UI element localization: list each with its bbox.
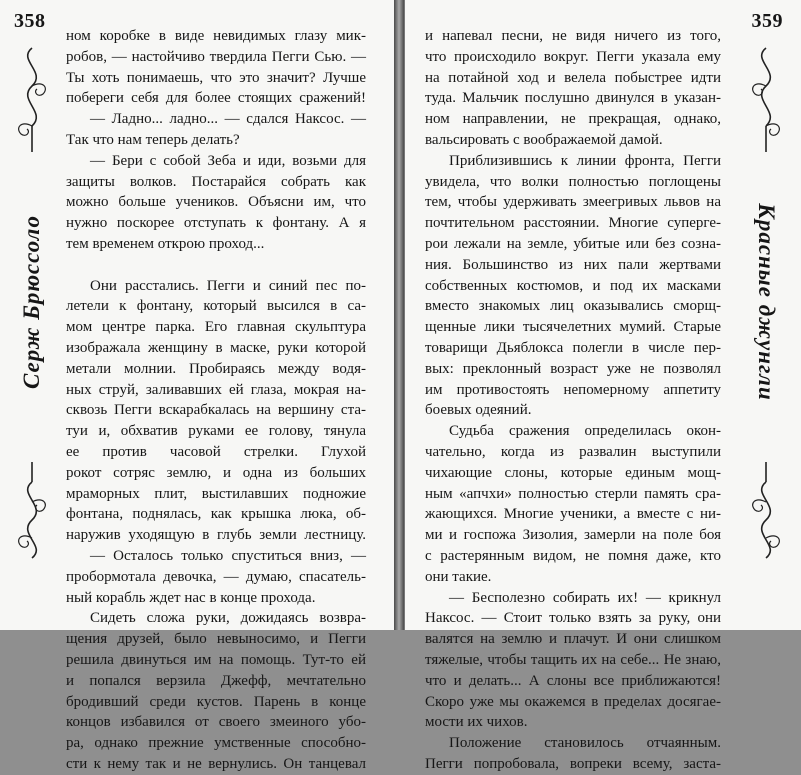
left-page xyxy=(0,0,395,772)
text-line: Они расстались. Пегги и синий пес по- xyxy=(90,277,366,294)
text-line: вместо знакомых лиц оказывались сморщ- xyxy=(425,298,721,315)
text-line: они такие. xyxy=(425,568,492,585)
text-line: ном направлении, не прекращая, однако, xyxy=(425,111,721,128)
text-line xyxy=(66,255,366,276)
body-text xyxy=(66,26,366,775)
text-line: вальсировать с воображаемой дамой. xyxy=(425,131,663,148)
text-line: увидела, что волки полностью поглощены xyxy=(425,173,721,190)
text-line: защиты волков. Постарайся собрать как xyxy=(66,173,366,190)
text-line: тяжелые, чтобы тащить их на себе... Не знаю, xyxy=(425,651,721,668)
text-line: Ты хоть понимаешь, что это значит? Лучше xyxy=(66,69,366,86)
text-line: на потайной ход и велела побыстрее идти xyxy=(425,69,721,86)
text-line: пробормотала девочка, — думаю, спасатель- xyxy=(66,568,366,585)
text-line: можно больше учеников. Объясни им, что xyxy=(66,194,366,211)
text-line: сти к нему так и не вернулись. Он танцевал xyxy=(66,755,366,772)
text-line: с растерянным видом, не помня даже, кто xyxy=(425,547,721,564)
running-head-ornament xyxy=(3,42,61,562)
text-line: туи и, обхватив руками ее голову, тянула xyxy=(66,423,366,440)
text-line: что и делать... А слоны все приближаются! xyxy=(425,672,721,689)
running-head-title: Красные джунгли xyxy=(754,203,779,401)
text-line: Судьба сражения определилась окон- xyxy=(449,423,721,440)
text-line: почтительном расстоянии. Многие суперге- xyxy=(425,215,721,232)
text-line: Приблизившись к линии фронта, Пегги xyxy=(449,152,721,169)
text-line: — Осталось только спуститься вниз, — xyxy=(90,547,366,564)
text-line: тем временем открою проход... xyxy=(66,235,265,252)
text-line: щенные лики тысячелетних мумий. Старые xyxy=(425,319,721,336)
text-line: чихающие слоны, которые единым мощ- xyxy=(425,464,721,481)
text-line: бродивший среди кустов. Парень в конце xyxy=(66,693,366,710)
text-line: — Бесполезно собирать их! — крикнул xyxy=(449,589,721,606)
text-line: ра, однако прежние умственные способно- xyxy=(66,735,366,752)
text-line: и попался верзила Джефф, мечтательно xyxy=(66,672,366,689)
text-line: ния. Большинство из них пали жертвами xyxy=(425,256,721,273)
right-page xyxy=(404,0,801,772)
text-line: летели к фонтану, который высился в са- xyxy=(66,298,366,315)
text-line: товарищи Дьяблокса полегли в числе пер- xyxy=(425,339,721,356)
text-line: ми и госпожа Зизолия, замерли на поле боя xyxy=(425,527,721,544)
text-line: фонтана, поднялась, как крышка люка, об- xyxy=(66,506,366,523)
text-line: чательно, когда из развалин выступили xyxy=(425,443,721,460)
text-line: ным «апчхи» полностью стерли память сра- xyxy=(425,485,721,502)
text-line: Сидеть сложа руки, дожидаясь возвра- xyxy=(90,610,366,627)
text-line: решила двинуться им на помощь. Тут-то ей xyxy=(66,651,366,668)
text-line: что происходило вокруг. Пегги указала ему xyxy=(425,48,721,65)
text-line: Так что нам теперь делать? xyxy=(66,131,240,148)
text-line: наружив уходящую в глубь земли лестницу. xyxy=(66,527,366,544)
text-line: и напевал песни, не видя ничего из того, xyxy=(425,28,721,44)
text-line: рои лежали на земле, убитые или без созна- xyxy=(425,235,721,252)
text-line: им противостоять непомерному аппетиту xyxy=(425,381,721,398)
text-line: тем, чтобы удерживать змеегривых львов на xyxy=(425,194,721,211)
text-line: — Бери с собой Зеба и иди, возьми для xyxy=(90,152,366,169)
text-line: сквозь Пегги вскарабкалась на вершину ста- xyxy=(66,402,366,419)
text-line: собственных костюмов, и под их масками xyxy=(425,277,721,294)
text-line: Положение становилось отчаянным. xyxy=(449,735,721,752)
text-line: ее против часовой стрелки. Глухой xyxy=(66,443,366,460)
text-line: побереги себя для более стоящих сражений! xyxy=(66,90,366,107)
text-line: мом центре парка. Его главная скульптура xyxy=(66,319,366,336)
text-line: ных струй, заливавших ей глаза, мокрая на- xyxy=(66,381,366,398)
text-line: Наксос. — Стоит только взять за руку, они xyxy=(425,610,721,627)
text-line: Пегги попробовала, вопреки всему, заста- xyxy=(425,755,721,772)
text-line: мраморных плит, выстилавших подножие xyxy=(66,485,366,502)
text-line: валятся на землю и плачут. И они слишком xyxy=(425,631,721,648)
text-line: метали молнии. Пробираясь между водя- xyxy=(66,360,366,377)
text-line: ном коробке в виде невидимых глазу мик- xyxy=(66,28,366,44)
text-line: изображала женщину в маске, руки которой xyxy=(66,339,366,356)
text-line: — Ладно... ладно... — сдался Наксос. — xyxy=(90,111,366,128)
body-text xyxy=(425,26,721,775)
text-line: жающихся. Многие ученики, а вместе с ни- xyxy=(425,506,721,523)
text-line: туда. Мальчик послушно двинулся в указан- xyxy=(425,90,721,107)
running-head-ornament xyxy=(737,42,795,562)
text-line: Скоро уже мы окажемся в пределах досягае- xyxy=(425,693,721,710)
text-line: концов избавился от своего змеиного убо- xyxy=(66,714,366,731)
text-line: робов, — настойчиво твердила Пегги Сью. — xyxy=(66,48,366,65)
book-gutter xyxy=(394,0,404,630)
page-number: 358 xyxy=(14,10,46,32)
text-line: мости их чихов. xyxy=(425,714,528,731)
text-line: вых: преклонный возраст уже не позволял xyxy=(425,360,721,377)
page-number: 359 xyxy=(751,10,783,32)
running-head-author: Серж Брюссоло xyxy=(19,215,44,389)
text-line: нужно поскорее отступать к фонтану. А я xyxy=(66,215,366,232)
text-line: боевых одеяний. xyxy=(425,402,532,419)
text-line: щения друзей, было невыносимо, и Пегги xyxy=(66,631,366,648)
text-line: ный корабль ждет нас в конце прохода. xyxy=(66,589,316,606)
text-line: рокот сотряс землю, и одна из больших xyxy=(66,464,366,481)
